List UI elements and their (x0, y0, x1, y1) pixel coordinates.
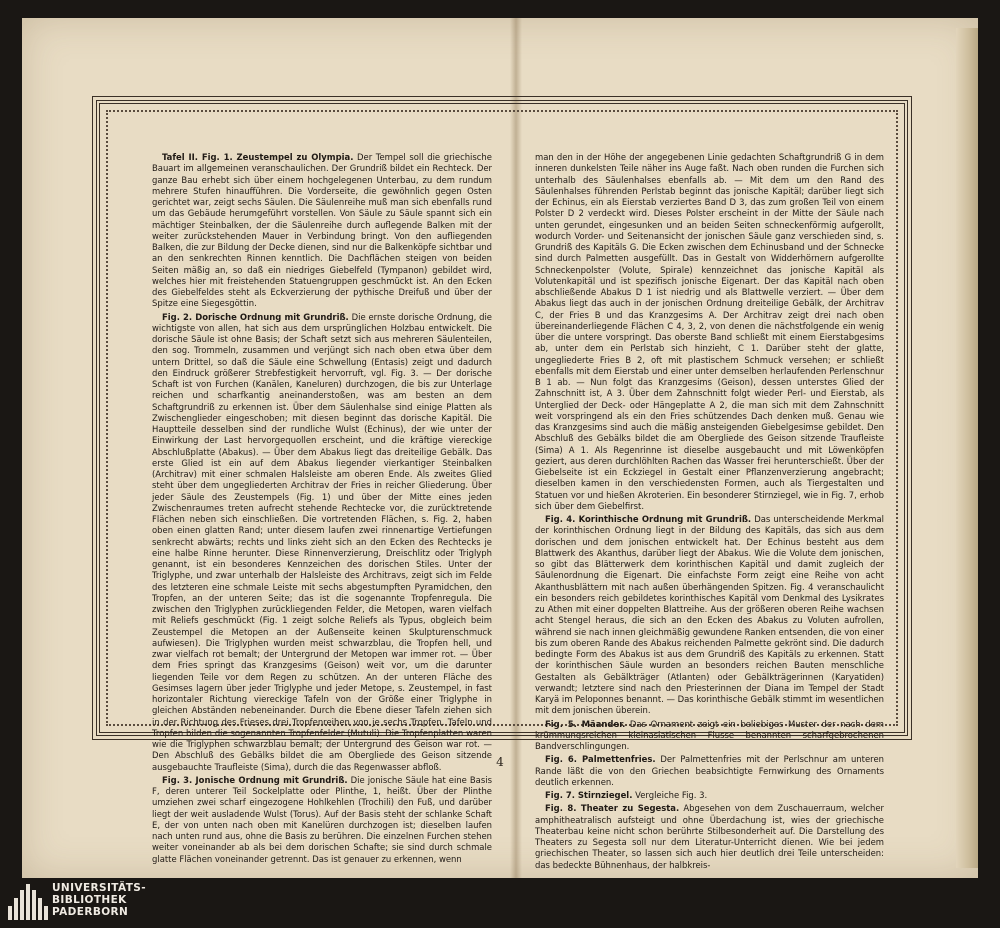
paragraph (535, 719, 884, 753)
paragraph-text: Die ernste dorische Ordnung, die wichtigste von allen, hat sich aus dem ursprünglichen Holzbau entwickelt. Die dorische Säule ist ohne Basis; der Schaft setzt sich aus mehreren Säulenteilen, den sog. Trommeln, zusammen und verjüngt sich nach oben etwa über dem untern Drittel, so daß die Säule eine Schwellung (Entasis) zeigt und dadurch den Eindruck größerer Strebfestigkeit hervorruft, vgl. Fig. 3. — Der dorische Schaft ist von Furchen (Kanälen, Kaneluren) durchzogen, die bis zur Unterlage reichen und scharfkantig aneinanderstoßen, was am besten an dem Schaftgrundriß zu erkennen ist. Über dem Säulenhalse sind einige Platten als Zwischenglieder eingeschoben; mit diesen beginnt das dorische Kapitäl. Die Hauptteile desselben sind der rundliche Wulst (Echinus), der wie unter der Einwirkung der Last hervorgequollen erscheint, und die kräftige viereckige Abschlußplatte (Abakus). — Über dem Abakus liegt das dreiteilige Gebälk. Das erste Glied ist ein auf dem Abakus liegender vierkantiger Steinbalken (Architrav) mit einer schmalen Halsleiste am oberen Ende. Als zweites Glied steht über dem ungegliederten Architrav der Fries in reicher Gliederung. Über jeder Säule des Zeustempels (Fig. 1) und über der Mitte eines jeden Zwischenraumes treten aufrecht stehende Rechtecke vor, die zurücktretende Flächen neben sich einschließen. Die vortretenden Flächen, s. Fig. 2, haben oben einen glatten Rand; unter diesem laufen zwei rinnenartige Vertiefungen senkrecht abwärts; rechts und links zieht sich an den Ecken des Rechtecks je eine halbe Rinne herunter. Diese Rinnenverzierung, Dreischlitz oder Triglyph genannt, ist ein besonderes Kennzeichen des dorischen Stiles. Unter der Triglyphe, und zwar unterhalb der Halsleiste des Architravs, zeigt sich im Felde des letzteren eine schmale Leiste mit sechs abgestumpften Pyramidchen, den Tropfen, an der unteren Seite; das ist die sogenannte Tropfenregula. Die zwischen den Triglyphen zurückliegenden Felder, die Metopen, waren vielfach mit Reliefs geschmückt (Fig. 1 zeigt solche Reliefs als Typus, obgleich beim Zeustempel die Metopen an der Außenseite keinen Skulpturenschmuck aufwiesen). Die Triglyphen wurden meist schwarzblau, die Tropfen hell, und zwar vielfach rot bemalt; der Untergrund der Metopen war immer rot. — Über dem Fries springt das Kranzgesims (Geison) weit vor, um die darunter liegenden Teile vor dem Regen zu schützen. An der unteren Fläche des Gesimses lagern über jeder Triglyphe und jeder Metope, s. Zeustempel, in fast horizontaler Richtung viereckige Tafeln von der Größe einer Triglyphe in gleichen Abständen nebeneinander. Durch die Ebene dieser Tafeln ziehen sich in der Richtung des Frieses drei Tropfenreihen von je sechs Tropfen. Tafeln und Tropfen bilden die sogenannten Tropfenfelder (Mutuli). Die Tropfenplatten waren wie die Triglyphen schwarzblau bemalt; der Untergrund des Geison war rot. — Den Abschluß des Gebälks bildet die am Obergliede des Geison sitzende ausgebauchte Traufleiste (Sima), durch die das Regenwasser abfloß. (152, 311, 492, 772)
library-footer (0, 878, 1000, 928)
page-edge (956, 28, 978, 868)
paragraph-heading: Fig. 5. Mäander. (545, 718, 626, 729)
logo-line: BIBLIOTHEK (52, 894, 127, 906)
library-logo-text (52, 882, 146, 918)
paragraph-heading: Fig. 3. Jonische Ordnung mit Grundriß. (162, 774, 348, 785)
paragraph-text: Abgesehen von dem Zuschauerraum, welcher amphitheatralisch aufsteigt und ohne Überdachung ist, wies der griechische Theaterbau keine nicht schon berührte Stilbesonderheit auf. Die Darstellung des Theaters zu Segesta soll nur dem Literatur-Unterricht dienen. Wie bei jedem griechischen Theater, so lassen sich auch hier deutlich drei Teile unterscheiden: das bedeckte Bühnenhaus, der halbkreis- (535, 803, 884, 870)
paragraph-heading: Fig. 4. Korinthische Ordnung mit Grundriß. (545, 514, 752, 524)
paragraph-heading: Fig. 2. Dorische Ordnung mit Grundriß. (162, 311, 349, 322)
paragraph-heading: Tafel II. Fig. 1. Zeustempel zu Olympia. (162, 152, 354, 162)
page-number: 4 (496, 755, 504, 769)
logo-line: PADERBORN (52, 906, 129, 918)
paragraph (152, 152, 492, 310)
paragraph-text: Der Tempel soll die griechische Bauart im allgemeinen veranschaulichen. Der Grundriß bildet ein Rechteck. Der ganze Bau erhebt sich über einem hochgelegenen Unterbau, zu dem rundum mehrere Stufen hinaufführen. Die Vorderseite, die gewöhnlich gegen Osten gerichtet war, zeigt sechs Säulen. Die Säulenreihe muß man sich ebenfalls rund um das Gebäude herumgeführt vorstellen. Von Säule zu Säule spannt sich ein mächtiger Steinbalken, der die Säulenreihe durch auflegende Balken mit der weiter zurückstehenden Mauer in Verbindung bringt. Von den aufliegenden Balken, die zur Bildung der Decke dienen, sind nur die Balkenköpfe sichtbar und an den senkrechten Rinnen kenntlich. Die Dachflächen steigen von beiden Seiten mäßig an, so daß ein niedriges Giebelfeld (Tympanon) gebildet wird, welches hier mit freistehenden Statuengruppen geschmückt ist. An den Ecken des Giebelfeldes steht als Eckverzierung der pythische Dreifuß und über der Spitze eine Siegesgöttin. (152, 152, 492, 309)
paragraph-text: Vergleiche Fig. 3. (632, 790, 708, 800)
paragraph-heading: Fig. 7. Stirnziegel. (545, 790, 633, 800)
paragraph-text: Die jonische Säule hat eine Basis F, deren unterer Teil Sockelplatte oder Plinthe, 1, heißt. Über der Plinthe umziehen zwei scharf eingezogene Hohlkehlen (Trochili) den Fuß, und darüber liegt der weit ausladende Wulst (Torus). Auf der Basis steht der schlanke Schaft E, der von unten nach oben mit Kanelüren durchzogen ist; dieselben laufen nach unten rund aus, ohne die Basis zu berühren. Die einzelnen Furchen stehen weiter voneinander ab als bei dem dorischen Schafte; sie sind durch schmale glatte Flächen voneinander getrennt. Das ist genauer zu erkennen, wenn (152, 774, 492, 864)
paragraph-text: man den in der Höhe der angegebenen Linie gedachten Schaftgrundriß G in dem inneren dunkelsten Teile näher ins Auge faßt. Nach oben runden die Furchen sich unterhalb des Säulenhalses ebenfalls ab. — Mit dem um den Rand des Säulenhalses führenden Perlstab beginnt das jonische Kapitäl; darüber liegt sich der Echinus, ein als Eierstab verziertes Band D 3, das zum großen Teil von einem Polster D 2 verdeckt wird. Dieses Polster erscheint in der Mitte der Säule nach unten gerundet, eingesunken und an beiden Seiten schneckenförmig aufgerollt, wodurch Vorder- und Seitenansicht der jonischen Säule ganz verschieden sind, s. Grundriß des Kapitäls G. Die Ecken zwischen dem Echinusband und der Schnecke sind durch Palmetten ausgefüllt. Das in Gestalt von Widderhörnern aufgerollte Schneckenpolster (Volute, Spirale) kennzeichnet das jonische Kapitäl als Volutenkapitäl und ist spezifisch jonische Eigenart. Der das Kapitäl nach oben abschließende Abakus D 1 ist niedrig und als Blattwelle verziert. — Über dem Abakus liegt das auch in der jonischen Ordnung dreiteilige Gebälk, der Architrav C, der Fries B und das Kranzgesims A. Der Architrav zeigt drei nach oben übereinanderliegende Flächen C 4, 3, 2, von denen die nächstfolgende ein wenig über die untere vorspringt. Das oberste Band schließt mit einem Eierstabgesims ab, unter dem ein Perlstab sich hinzieht, C 1. Darüber steht der glatte, ungegliederte Fries B 2, oft mit plastischem Schmuck versehen; er schließt ebenfalls mit dem Eierstab und einer unter demselben herlaufenden Perlenschnur B 1 ab. — Nun folgt das Kranzgesims (Geison), dessen unterstes Glied der Zahnschnitt ist, A 3. Über dem Zahnschnitt folgt wieder Perl- und Eierstab, als Unterglied der Deck- oder Hängeplatte A 2, die man sich mit dem Zahnschnitt weit vorspringend als ein den Fries schützendes Dach denken muß. Genau wie das Kranzgesims sind auch die mäßig ansteigenden Giebelgesimse gebildet. Den Abschluß des Gebälks bildet die am Obergliede des Geison sitzende Traufleiste (Sima) A 1. Als Regenrinne ist dieselbe ausgebaucht und mit Löwenköpfen geziert, aus deren durchlöhlten Rachen das Wasser frei herunterschießt. Über der Giebelseite ist ein Eckziegel in Gestalt einer Pflanzenverzierung angebracht; dieselben kamen in den verschiedensten Formen, auch als Tiergestalten und Statuen vor und hießen Akroterien. Ein besonderer Stirnziegel, wie in Fig. 7, erhob sich über dem Giebelfirst. (535, 152, 884, 511)
logo-line: UNIVERSITÄTS- (52, 882, 147, 894)
paragraph (535, 514, 884, 717)
paragraph (535, 152, 884, 512)
library-logo-icon (8, 884, 48, 920)
paragraph-heading: Fig. 8. Theater zu Segesta. (545, 803, 680, 814)
paragraph-text: Der Palmettenfries mit der Perlschnur am unteren Rande läßt die von den Griechen beabsichtigte Fernwirkung des Ornaments deutlich erkennen. (535, 754, 884, 787)
paragraph (535, 790, 884, 801)
paragraph (152, 312, 492, 773)
paragraph-text: Das unterscheidende Merkmal der korinthischen Ordnung liegt in der Bildung des Kapitäls, das sich aus dem dorischen und dem jonischen entwickelt hat. Der Echinus besteht aus dem Blattwerk des Akanthus, darüber liegt der Abakus. Wie die Volute dem jonischen, so gibt das Blätterwerk dem korinthischen Kapitäl und damit zugleich der Säulenordnung die Eigenart. Die einfachste Form zeigt eine Reihe von acht Akanthusblättern mit nach außen überhängenden Spitzen. Fig. 4 veranschaulicht ein besonders reich gebildetes korinthisches Kapitäl vom Denkmal des Lysikrates zu Athen mit einer doppelten Blattreihe. Aus der größeren oberen Reihe wachsen acht Stengel heraus, die sich an den Ecken des Abakus zu Voluten aufrollen, während sie nach innen gleichmäßig gewundene Ranken entsenden, die von einer bis zum oberen Rande des Abakus reichenden Palmette gekrönt sind. Die dadurch bedingte Form des Abakus ist aus dem Grundriß des Kapitäls zu erkennen. Statt der korinthischen Säule wurden an besonders reichen Bauten menschliche Gestalten als Gebälkträger (Atlanten) oder Gebälkträgerinnen (Karyatiden) verwandt; letztere sind nach den Priesterinnen der Diana im Tempel der Stadt Karyä im Peloponnes benannt. — Das korinthische Gebälk stimmt im wesentlichen mit dem jonischen überein. (535, 514, 884, 716)
paragraph-text: Das Ornament zeigt ein beliebiges Muster der nach dem krümmungsreichen kleinasiatischen Flusse benannten scharfgebrochenen Bandverschlingungen. (535, 718, 884, 751)
paragraph (152, 775, 492, 865)
paragraph (535, 803, 884, 871)
paragraph-heading: Fig. 6. Palmettenfries. (545, 754, 656, 765)
